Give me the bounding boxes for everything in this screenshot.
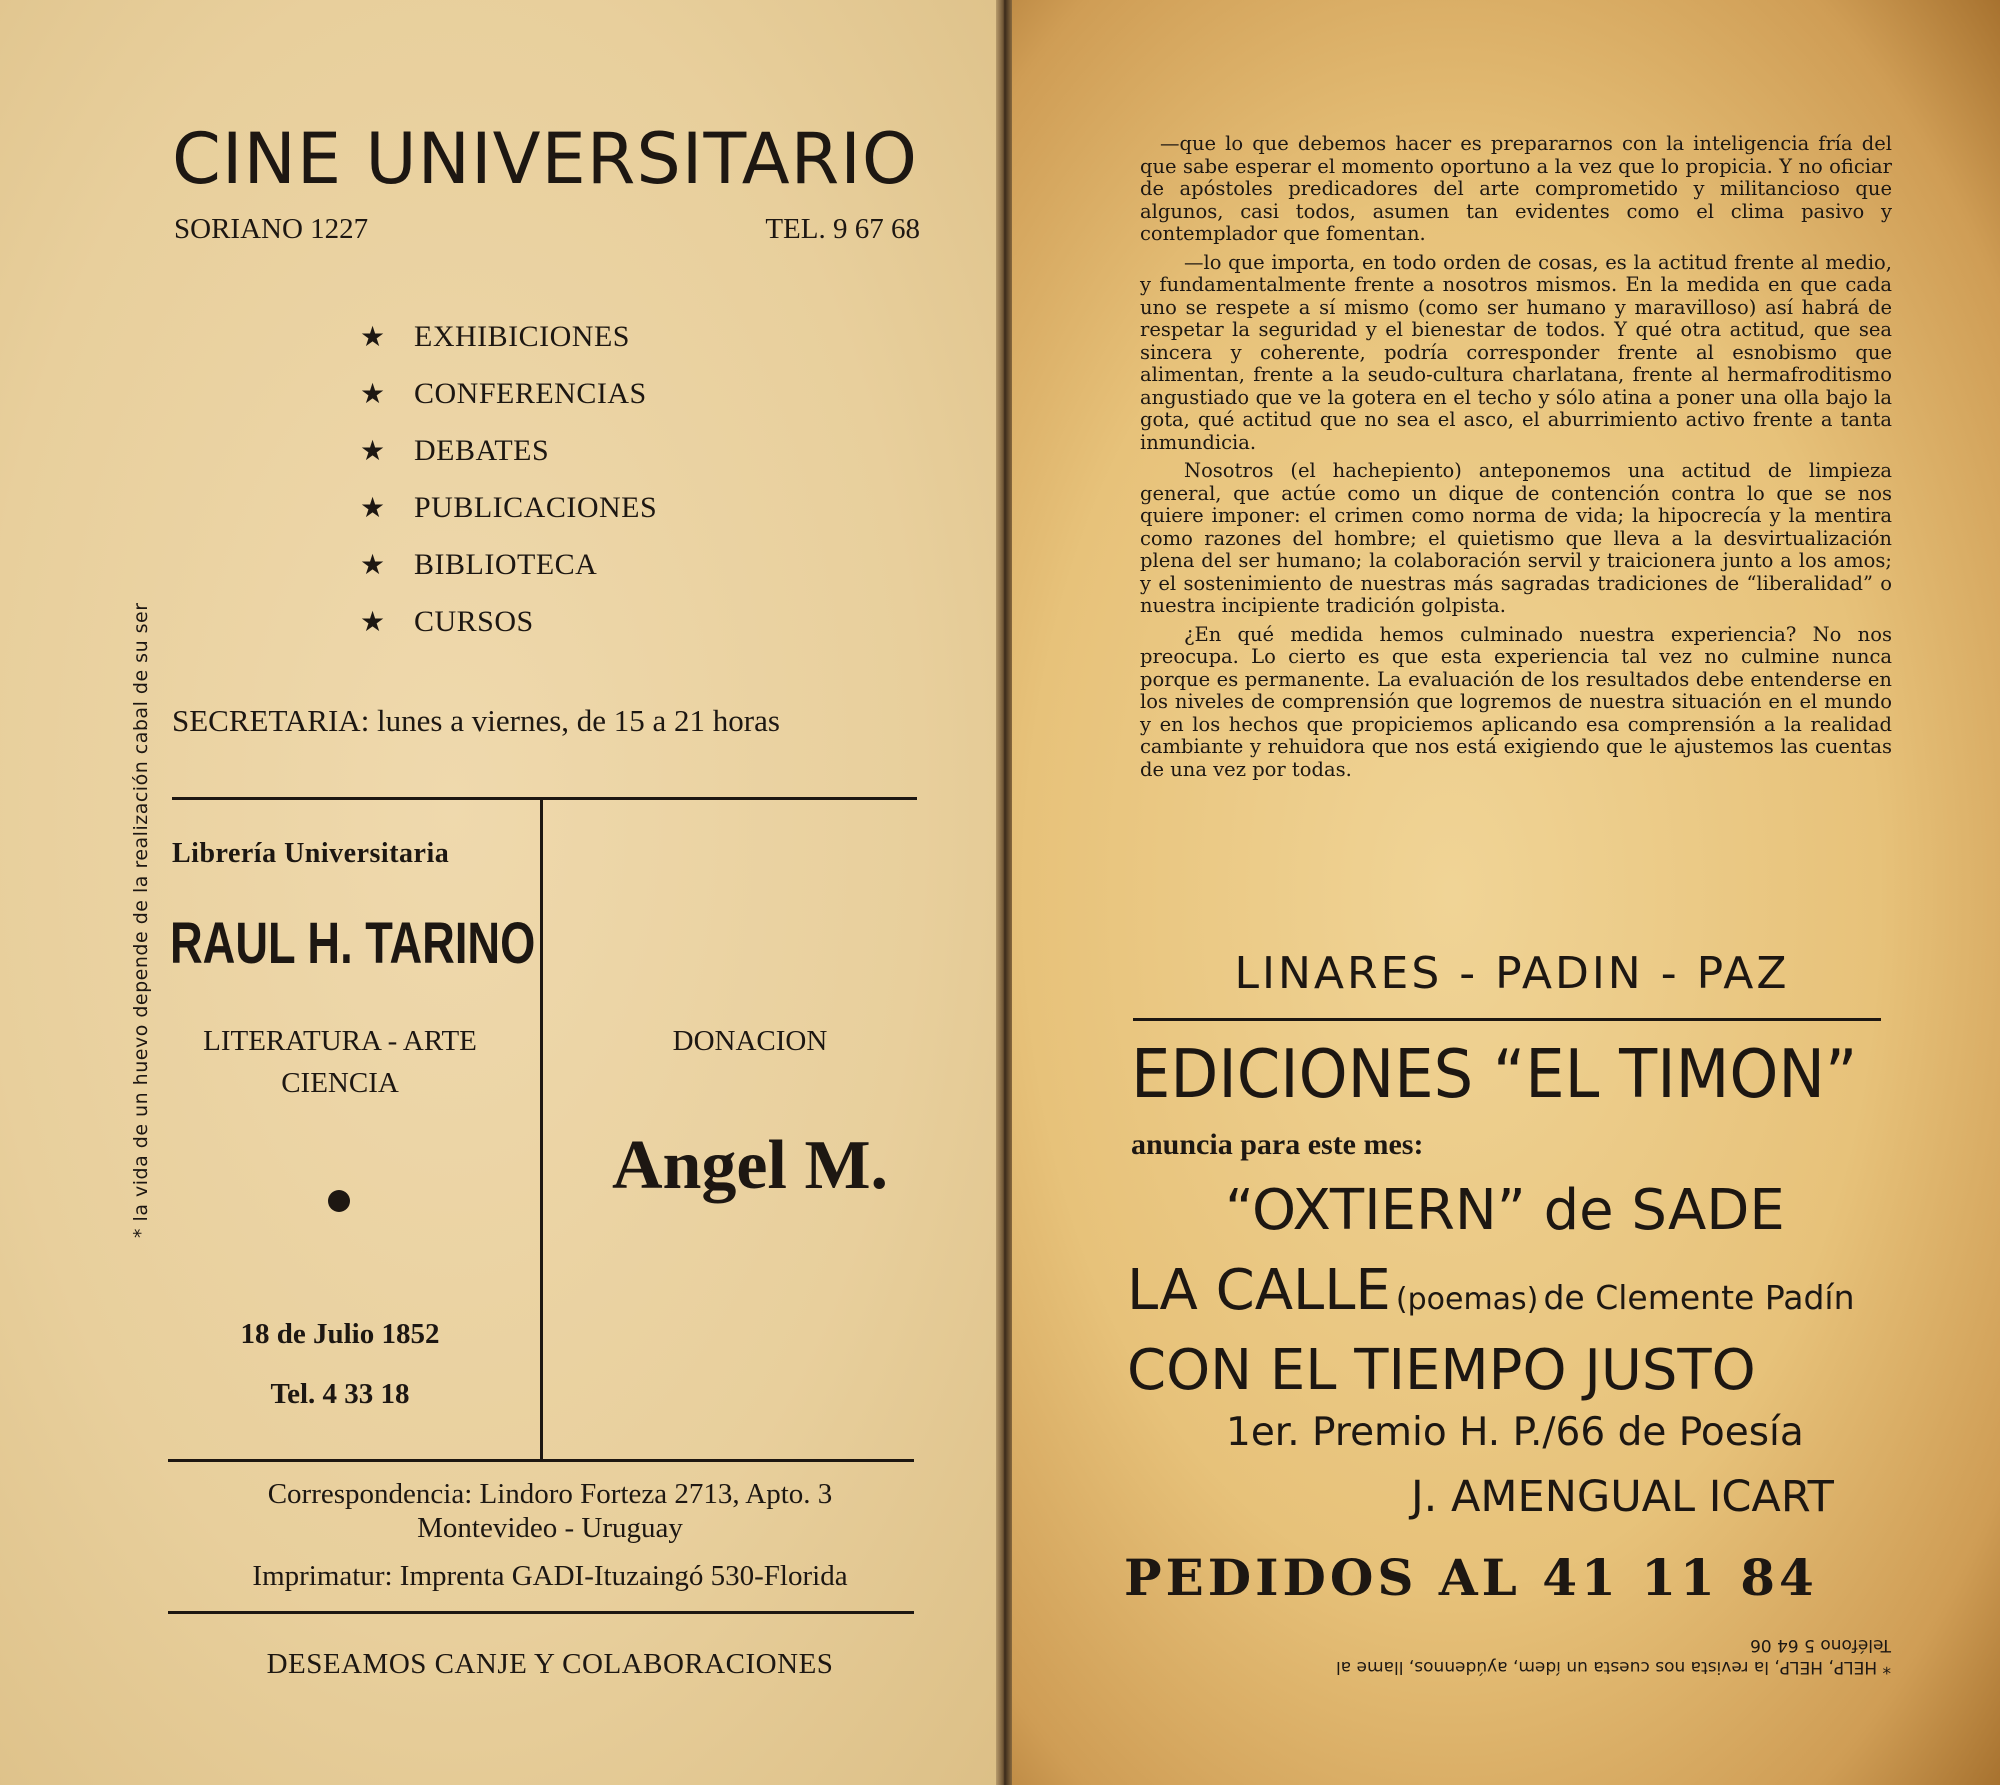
essay-paragraph: —lo que importa, en todo orden de cosas, es la actitud frente al medio, y fundamentalmente frente a nosotros mismos. En la medida en que cada uno se respete a sí mismo (como ser humano y maravilloso) así habrá de respetar la seguridad y el bienestar de todos. Y qué otra actitud, que sea sincera y coherente, podría corresponder frente al esnobismo que alimentan, frente a la seudo-cultura charlatana, frente al hermafroditismo angustiado que ve la gotera en el techo y sólo atina a poner una olla bajo la gota, qué actitud que no sea el asco, el aburrimiento activo frente a tanta inmundicia.	[1140, 250, 1892, 454]
canje-note: DESEAMOS CANJE Y COLABORACIONES	[266, 1648, 834, 1680]
tarino-subjects	[160, 1020, 520, 1104]
side-note: * la vida de un huevo depende de la realización cabal de su ser	[130, 602, 152, 1238]
authors: LINARES - PADIN - PAZ	[1234, 948, 1790, 999]
ediciones-title: EDICIONES “EL TIMON”	[1131, 1035, 1858, 1113]
help-note-line2: Teléfono 5 64 06	[1750, 1635, 1891, 1655]
tarino-tel: Tel. 4 33 18	[270, 1378, 410, 1410]
cine-tel: TEL. 9 67 68	[765, 213, 920, 245]
libreria-label: Librería Universitaria	[172, 838, 450, 869]
help-note-upside-down	[1131, 1634, 1891, 1678]
service-label: CONFERENCIAS	[414, 376, 647, 410]
book-tiempo-justo-prize: 1er. Premio H. P./66 de Poesía	[1226, 1410, 1804, 1455]
service-label: PUBLICACIONES	[414, 490, 658, 524]
book-la-calle-title: LA CALLE	[1127, 1258, 1391, 1323]
pedidos-phone: PEDIDOS AL 41 11 84	[1124, 1548, 1818, 1607]
anuncia-label: anuncia para este mes:	[1131, 1128, 1424, 1161]
help-note-line1: * HELP, HELP, la revista nos cuesta un ídem, ayúdennos, llame al	[1336, 1657, 1891, 1677]
imprimatur: Imprimatur: Imprenta GADI-Ituzaingó 530-Florida	[252, 1560, 848, 1592]
bullet-dot-icon	[328, 1190, 350, 1212]
services-list	[360, 308, 657, 650]
essay-paragraph: Nosotros (el hachepiento) anteponemos una actitud de limpieza general, que actúe como un dique de contención contra lo que se nos quiere imponer: el crimen como norma de vida; la hipocrecía y la mentira como razones del hombre; el quietismo que lleva a la desvirtualización plena del ser humano; la colaboración servil y traicionera junto a los amos; y el sostenimiento de nuestras más sagradas tradiciones de “liberalidad” o nuestra incipiente tradición golpista.	[1140, 459, 1892, 617]
book-la-calle	[1127, 1258, 1855, 1323]
star-icon: ★	[360, 606, 386, 638]
right-page	[1003, 0, 2000, 1785]
star-icon: ★	[360, 435, 386, 467]
donacion-label: DONACION	[672, 1025, 828, 1057]
correspondencia-city: Montevideo - Uruguay	[417, 1512, 683, 1544]
tarino-address: 18 de Julio 1852	[240, 1318, 440, 1350]
service-item	[360, 365, 657, 422]
service-label: DEBATES	[414, 433, 550, 467]
divider-authors	[1133, 1018, 1881, 1021]
tarino-name: RAUL H. TARINO	[170, 911, 536, 976]
book-la-calle-author: de Clemente Padín	[1543, 1278, 1855, 1317]
service-item	[360, 479, 657, 536]
star-icon: ★	[360, 549, 386, 581]
book-tiempo-justo: CON EL TIEMPO JUSTO	[1127, 1338, 1756, 1403]
essay-paragraph: ¿En qué medida hemos culminado nuestra experiencia? No nos preocupa. Lo cierto es que esta experiencia tal vez no culmine nunca porque es permanente. La evaluación de los resultados debe entenderse en los niveles de comprensión que logremos de nuestra situación en el mundo y en los hechos que propiciemos aplicando esa comprensión a la realidad cambiante y rehuidora que nos está exigiendo que le ajustemos las cuentas de una vez por todas.	[1140, 622, 1892, 781]
divider-bottom	[168, 1611, 914, 1614]
divider-vertical	[540, 797, 543, 1462]
book-spine	[996, 0, 1012, 1785]
service-label: EXHIBICIONES	[414, 319, 630, 353]
star-icon: ★	[360, 378, 386, 410]
service-item	[360, 536, 657, 593]
essay	[1140, 133, 1892, 787]
book-tiempo-justo-author: J. AMENGUAL ICART	[1411, 1472, 1834, 1522]
donacion-name: Angel M.	[611, 1127, 889, 1204]
cine-address: SORIANO 1227	[174, 213, 369, 245]
service-item	[360, 593, 657, 650]
book-oxtiern: “OXTIERN” de SADE	[1225, 1178, 1785, 1243]
tarino-subjects-line1: LITERATURA - ARTE	[203, 1025, 477, 1057]
essay-paragraph: —que lo que debemos hacer es prepararnos con la inteligencia fría del que sabe esperar el momento oportuno a la vez que lo propicia. Y no oficiar de apóstoles predicadores del arte comprometido y militancioso que algunos, casi todos, asumen tan evidentes como el clima pasivo y contemplador que fomentan.	[1140, 132, 1892, 245]
secretaria-hours: SECRETARIA: lunes a viernes, de 15 a 21 horas	[172, 703, 780, 738]
star-icon: ★	[360, 321, 386, 353]
tarino-subjects-line2: CIENCIA	[281, 1067, 399, 1099]
divider-top	[172, 797, 917, 800]
service-label: BIBLIOTECA	[414, 547, 598, 581]
star-icon: ★	[360, 492, 386, 524]
service-item	[360, 308, 657, 365]
correspondencia-address: Correspondencia: Lindoro Forteza 2713, Apto. 3	[267, 1478, 833, 1510]
book-la-calle-note: (poemas)	[1395, 1282, 1539, 1317]
service-item	[360, 422, 657, 479]
divider-middle	[168, 1459, 914, 1462]
cine-title: CINE UNIVERSITARIO	[172, 118, 919, 200]
service-label: CURSOS	[414, 604, 534, 638]
